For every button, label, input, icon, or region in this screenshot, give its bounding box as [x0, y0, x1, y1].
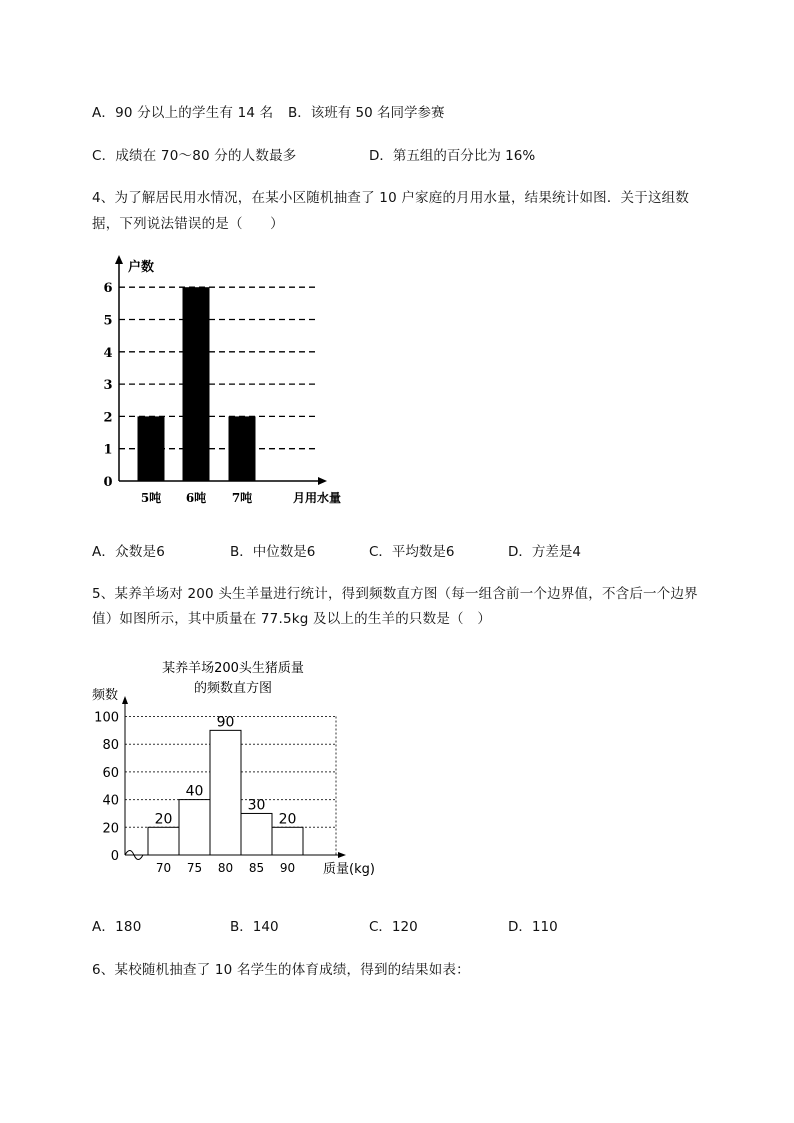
q5-option-a: A．180	[92, 919, 142, 935]
q3-option-a: A．90 分以上的学生有 14 名	[92, 105, 274, 121]
chart2-value-label: 40	[185, 783, 204, 800]
chart1-ytick-label: 5	[103, 313, 113, 329]
chart2-bar	[179, 800, 210, 855]
chart2-ytick-label: 80	[102, 738, 119, 754]
chart1-xtick-label: 5吨	[140, 491, 162, 505]
chart2-title-line2: 的频数直方图	[193, 681, 273, 696]
chart2-ytick-label: 40	[102, 793, 119, 809]
chart2-bar	[241, 813, 272, 855]
chart2-bar	[272, 827, 303, 855]
chart1-ytick-label: 2	[103, 410, 113, 426]
q4-option-b: B．中位数是6	[230, 544, 316, 560]
chart2-value-label: 20	[154, 811, 173, 828]
chart2-value-label: 90	[216, 714, 235, 731]
chart2-bar	[148, 827, 179, 855]
chart2-xlabel: 质量(kg)	[323, 862, 375, 877]
chart2-x-arrow	[338, 852, 346, 858]
q5-text-line2: 值）如图所示，其中质量在 77.5kg 及以上的生羊的只数是（ ）	[92, 611, 492, 627]
chart1-ytick-label: 6	[103, 281, 113, 297]
q3-option-b: B．该班有 50 名同学参赛	[288, 105, 445, 121]
chart2-ytick-label: 0	[110, 849, 119, 864]
chart2-xtick-label: 70	[155, 861, 172, 875]
q5-option-d: D．110	[508, 919, 558, 935]
chart2-bar	[210, 730, 241, 855]
q5-option-c: C．120	[369, 919, 418, 935]
q5-option-b: B．140	[230, 919, 279, 935]
chart2-y-arrow	[122, 696, 128, 704]
chart2-xtick-label: 80	[217, 861, 234, 875]
chart1-ytick-label: 3	[103, 378, 113, 394]
chart2-ytick-label: 20	[102, 821, 119, 837]
chart2-title-line1: 某养羊场200头生猪质量	[162, 661, 304, 676]
q4-option-d: D．方差是4	[508, 544, 581, 560]
chart2-value-label: 20	[278, 811, 297, 828]
q4-text-line2: 据，下列说法错误的是（ ）	[92, 216, 284, 232]
chart2-xtick-label: 75	[186, 861, 203, 875]
q3-option-d: D．第五组的百分比为 16%	[369, 148, 536, 164]
chart1-ytick-label: 0	[103, 475, 113, 490]
chart1-ytick-label: 4	[103, 345, 113, 361]
q3-option-c: C．成绩在 70～80 分的人数最多	[92, 148, 297, 164]
q4-option-c: C．平均数是6	[369, 544, 455, 560]
chart1-ytick-label: 1	[103, 442, 113, 458]
chart2-xtick-label: 90	[279, 861, 296, 875]
q6-text: 6、某校随机抽查了 10 名学生的体育成绩，得到的结果如表：	[92, 962, 470, 978]
q4-option-a: A．众数是6	[92, 544, 166, 560]
chart2-ytick-label: 100	[94, 710, 119, 726]
q4-text-line1: 4、为了解居民用水情况，在某小区随机抽查了 10 户家庭的月用水量，结果统计如图．关于这组数	[92, 190, 690, 206]
chart1-ylabel: 户数	[128, 260, 155, 275]
chart2-xtick-label: 85	[248, 861, 265, 875]
chart1-xtick-label: 6吨	[185, 491, 207, 505]
chart1-xtick-label: 7吨	[231, 491, 253, 505]
chart2-value-label: 30	[247, 797, 266, 814]
q5-text-line1: 5、某养羊场对 200 头生羊量进行统计，得到频数直方图（每一组含前一个边界值，不含后一个边界	[92, 586, 698, 602]
chart2-ylabel: 频数	[92, 688, 119, 703]
chart1-xlabel: 月用水量	[293, 491, 342, 505]
chart2-ytick-label: 60	[102, 765, 119, 781]
